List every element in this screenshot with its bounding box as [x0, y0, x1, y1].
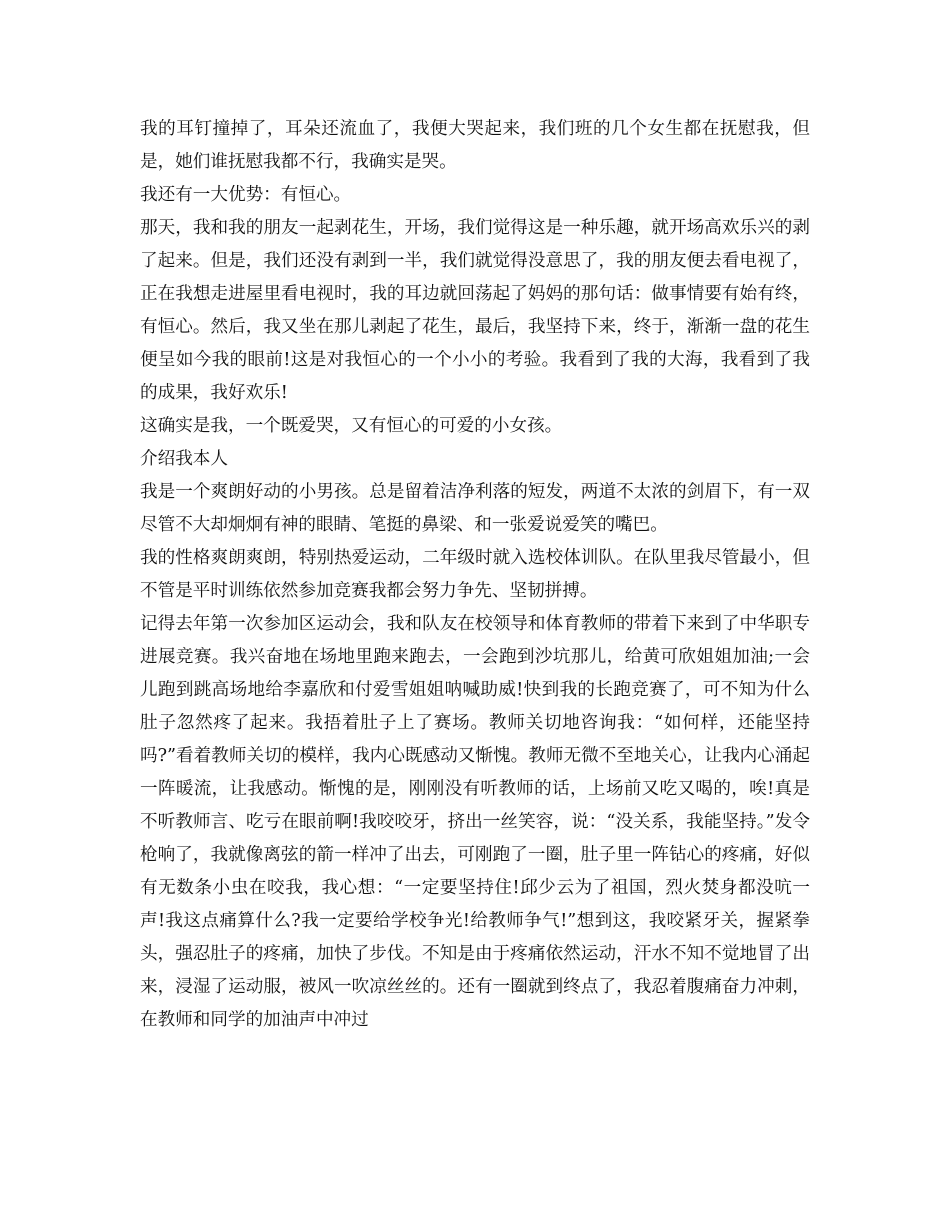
- section-title: 介绍我本人: [140, 449, 228, 469]
- paragraph-ear-stud: 我的耳钉撞掉了，耳朵还流血了，我便大哭起来，我们班的几个女生都在抚慰我，但是，她们谁抚慰我都不行，我确实是哭。: [140, 119, 810, 172]
- paragraph-sports-meet: 记得去年第一次参加区运动会，我和队友在校领导和体育教师的带着下来到了中华职专进展竞赛。我兴奋地在场地里跑来跑去，一会跑到沙坑那儿，给黄可欣姐姐加油;一会儿跑到跳高场地给李嘉欣和付爱雪姐姐呐喊助威!快到我的长跑竞赛了，可不知为什么肚子忽然疼了起来。我捂着肚子上了赛场。教师关切地咨询我：“如何样，还能坚持吗?”看着教师关切的模样，我内心既感动又惭愧。教师无微不至地关心，让我内心涌起一阵暖流，让我感动。惭愧的是，刚刚没有听教师的话，上场前又吃又喝的，唉!真是不听教师言、吃亏在眼前啊!我咬咬牙，挤出一丝笑容，说：“没关系，我能坚持。”发令枪响了，我就像离弦的箭一样冲了出去，可刚跑了一圈，肚子里一阵钻心的疼痛，好似有无数条小虫在咬我，我心想：“一定要坚持住!邱少云为了祖国，烈火焚身都没吭一声!我这点痛算什么?我一定要给学校争光!给教师争气!”想到这，我咬紧牙关，握紧拳头，强忍肚子的疼痛，加快了步伐。不知是由于疼痛依然运动，汗水不知不觉地冒了出来，浸湿了运动服，被风一吹凉丝丝的。还有一圈就到终点了，我忍着腹痛奋力冲刺，在教师和同学的加油声中冲过: [140, 614, 810, 1030]
- paragraph-peanuts-story: 那天，我和我的朋友一起剥花生，开场，我们觉得这是一种乐趣，就开场高欢乐兴的剥了起来。但是，我们还没有剥到一半，我们就觉得没意思了，我的朋友便去看电视了，正在我想走进屋里看电视时，我的耳边就回荡起了妈妈的那句话：做事情要有始有终，有恒心。然后，我又坐在那儿剥起了花生，最后，我坚持下来，终于，渐渐一盘的花生便呈如今我的眼前!这是对我恒心的一个小小的考验。我看到了我的大海，我看到了我的成果，我好欢乐!: [140, 218, 810, 403]
- document-body: [140, 113, 810, 1037]
- paragraph-conclusion: 这确实是我，一个既爱哭，又有恒心的可爱的小女孩。: [140, 416, 563, 436]
- paragraph-personality: 我的性格爽朗爽朗，特别热爱运动，二年级时就入选校体训队。在队里我尽管最小，但不管是平时训练依然参加竞赛我都会努力争先、坚韧拼搏。: [140, 548, 810, 601]
- paragraph-appearance: 我是一个爽朗好动的小男孩。总是留着洁净利落的短发，两道不太浓的剑眉下，有一双尽管不大却炯炯有神的眼睛、笔挺的鼻梁、和一张爱说爱笑的嘴巴。: [140, 482, 810, 535]
- paragraph-perseverance-intro: 我还有一大优势：有恒心。: [140, 185, 352, 205]
